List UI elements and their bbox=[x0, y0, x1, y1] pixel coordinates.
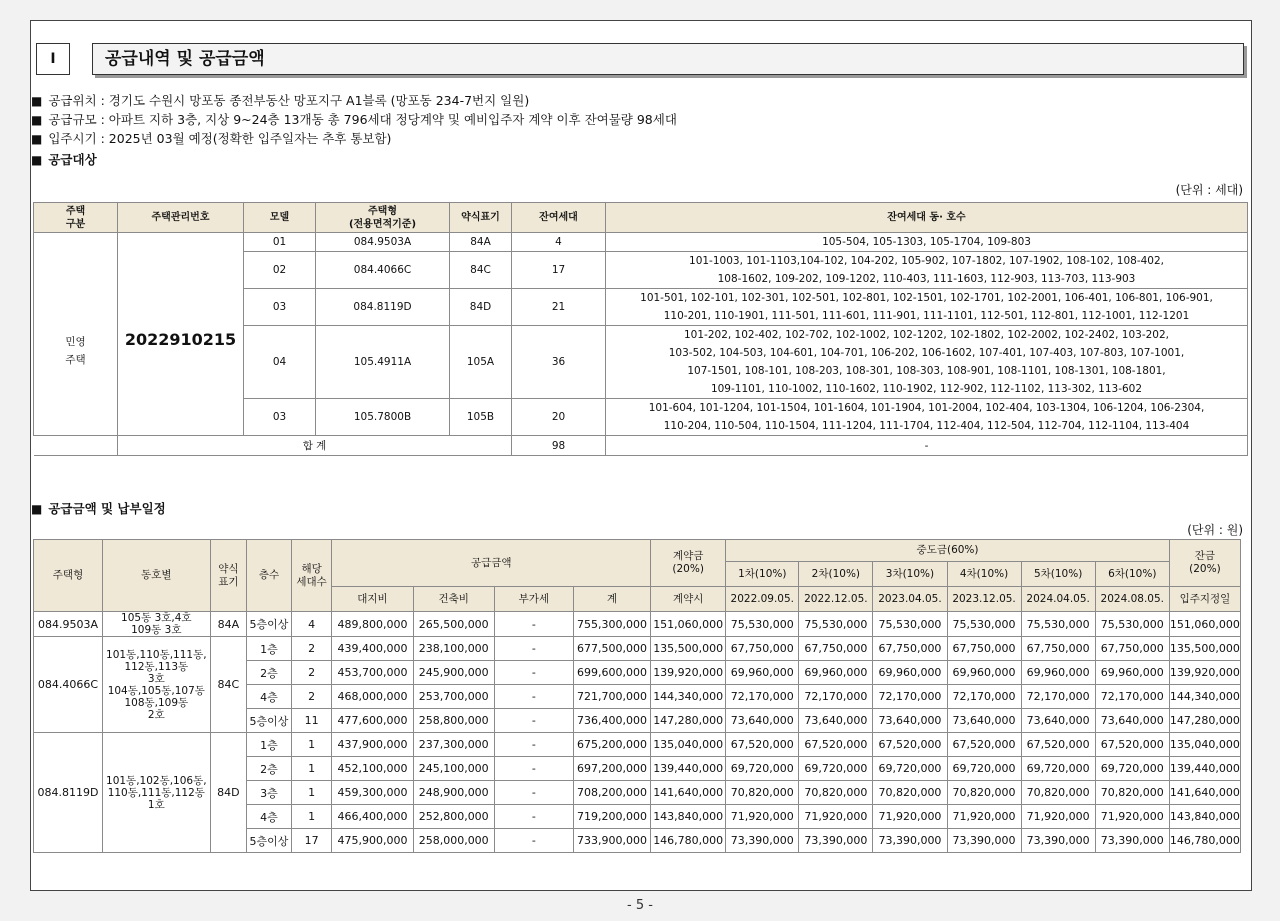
middle-payment-cell: 69,960,000 bbox=[1021, 661, 1095, 685]
middle-payment-cell: 73,390,000 bbox=[947, 829, 1021, 853]
deposit-cell: 135,040,000 bbox=[651, 733, 726, 757]
land-price-cell: 466,400,000 bbox=[332, 805, 413, 829]
header-supply-price: 공급금액 bbox=[332, 540, 651, 587]
middle-payment-cell: 72,170,000 bbox=[799, 685, 873, 709]
total-price-cell: 733,900,000 bbox=[573, 829, 650, 853]
unit-count-cell: 4 bbox=[291, 612, 332, 637]
bullet-icon: ■ bbox=[31, 94, 43, 108]
table-header: 주택 구분 bbox=[34, 203, 118, 233]
header-price-sum: 계 bbox=[573, 587, 650, 612]
floor-cell: 1층 bbox=[247, 637, 292, 661]
total-units: - bbox=[606, 436, 1248, 456]
middle-payment-cell: 71,920,000 bbox=[1021, 805, 1095, 829]
table-row bbox=[34, 612, 1241, 637]
section-number: I bbox=[36, 43, 70, 75]
middle-payment-cell: 72,170,000 bbox=[1021, 685, 1095, 709]
middle-payment-cell: 73,640,000 bbox=[873, 709, 947, 733]
housing-type-cell: 084.9503A bbox=[34, 612, 103, 637]
middle-payment-cell: 70,820,000 bbox=[873, 781, 947, 805]
middle-payment-cell: 71,920,000 bbox=[726, 805, 799, 829]
land-price-cell: 452,100,000 bbox=[332, 757, 413, 781]
table-header: 약식표기 bbox=[450, 203, 512, 233]
balance-cell: 135,500,000 bbox=[1169, 637, 1240, 661]
header-middle-date: 2023.12.05. bbox=[947, 587, 1021, 612]
land-price-cell: 439,400,000 bbox=[332, 637, 413, 661]
model-cell: 02 bbox=[244, 252, 316, 289]
table-header: 모델 bbox=[244, 203, 316, 233]
building-cell: 101동,102동,106동, 110동,111동,112동 1호 bbox=[103, 733, 211, 853]
floor-cell: 5층이상 bbox=[247, 612, 292, 637]
housing-type-cell: 084.4066C bbox=[316, 252, 450, 289]
build-price-cell: 252,800,000 bbox=[413, 805, 494, 829]
middle-payment-cell: 73,390,000 bbox=[873, 829, 947, 853]
vat-cell: - bbox=[494, 709, 573, 733]
middle-payment-cell: 67,750,000 bbox=[873, 637, 947, 661]
deposit-cell: 143,840,000 bbox=[651, 805, 726, 829]
header-middle-date: 2024.04.05. bbox=[1021, 587, 1095, 612]
unit-list-line: 101-501, 102-101, 102-301, 102-501, 102-801, 102-1501, 102-1701, 102-2001, 106-401, 106-801, 106-901, bbox=[640, 292, 1213, 304]
table-row bbox=[34, 233, 1248, 252]
unit-list-line: 103-502, 104-503, 104-601, 104-701, 106-202, 106-1602, 107-401, 107-403, 107-803, 107-1001, bbox=[668, 347, 1185, 359]
build-price-cell: 238,100,000 bbox=[413, 637, 494, 661]
middle-payment-cell: 67,520,000 bbox=[799, 733, 873, 757]
vat-cell: - bbox=[494, 781, 573, 805]
abbr-cell: 84D bbox=[450, 289, 512, 326]
housing-type-cell: 084.9503A bbox=[316, 233, 450, 252]
build-price-cell: 237,300,000 bbox=[413, 733, 494, 757]
abbr-cell: 105A bbox=[450, 326, 512, 399]
header-building: 동호별 bbox=[103, 540, 211, 612]
housing-category: 민영 주택 bbox=[34, 233, 118, 436]
total-price-cell: 755,300,000 bbox=[573, 612, 650, 637]
middle-payment-cell: 69,960,000 bbox=[1095, 661, 1169, 685]
balance-cell: 143,840,000 bbox=[1169, 805, 1240, 829]
unit-count-cell: 1 bbox=[291, 781, 332, 805]
vat-cell: - bbox=[494, 757, 573, 781]
balance-cell: 139,440,000 bbox=[1169, 757, 1240, 781]
floor-cell: 4층 bbox=[247, 805, 292, 829]
middle-payment-cell: 72,170,000 bbox=[726, 685, 799, 709]
middle-payment-cell: 75,530,000 bbox=[799, 612, 873, 637]
floor-cell: 2층 bbox=[247, 661, 292, 685]
total-price-cell: 721,700,000 bbox=[573, 685, 650, 709]
unit-list-line: 101-604, 101-1204, 101-1504, 101-1604, 101-1904, 101-2004, 102-404, 103-1304, 106-1204, 106-2304, bbox=[648, 402, 1205, 414]
header-deposit: 계약금 (20%) bbox=[651, 540, 726, 587]
middle-payment-cell: 70,820,000 bbox=[1021, 781, 1095, 805]
abbr-cell: 84A bbox=[210, 612, 247, 637]
middle-payment-cell: 70,820,000 bbox=[947, 781, 1021, 805]
header-middle-installment: 2차(10%) bbox=[799, 562, 873, 587]
balance-cell: 135,040,000 bbox=[1169, 733, 1240, 757]
abbr-cell: 84D bbox=[210, 733, 247, 853]
document-page bbox=[30, 20, 1252, 891]
build-price-cell: 253,700,000 bbox=[413, 685, 494, 709]
deposit-cell: 139,920,000 bbox=[651, 661, 726, 685]
deposit-cell: 147,280,000 bbox=[651, 709, 726, 733]
total-price-cell: 675,200,000 bbox=[573, 733, 650, 757]
table-header: 주택형 (전용면적기준) bbox=[316, 203, 450, 233]
middle-payment-cell: 69,960,000 bbox=[947, 661, 1021, 685]
table-row bbox=[34, 637, 1241, 661]
unit-list-line: 110-204, 110-504, 110-1504, 111-1204, 111-1704, 112-404, 112-504, 112-704, 112-1104, 113-404 bbox=[663, 420, 1190, 432]
unit-count-cell: 11 bbox=[291, 709, 332, 733]
remaining-count-cell: 21 bbox=[512, 289, 606, 326]
header-unit-count: 해당 세대수 bbox=[291, 540, 332, 612]
middle-payment-cell: 67,750,000 bbox=[799, 637, 873, 661]
middle-payment-cell: 75,530,000 bbox=[873, 612, 947, 637]
header-floor: 층수 bbox=[247, 540, 292, 612]
middle-payment-cell: 73,640,000 bbox=[1095, 709, 1169, 733]
header-middle-installment: 3차(10%) bbox=[873, 562, 947, 587]
housing-type-cell: 105.7800B bbox=[316, 399, 450, 436]
middle-payment-cell: 69,720,000 bbox=[873, 757, 947, 781]
model-cell: 03 bbox=[244, 399, 316, 436]
balance-cell: 139,920,000 bbox=[1169, 661, 1240, 685]
header-balance-when: 입주지정일 bbox=[1169, 587, 1240, 612]
middle-payment-cell: 69,720,000 bbox=[726, 757, 799, 781]
unit-count-cell: 1 bbox=[291, 805, 332, 829]
middle-payment-cell: 73,390,000 bbox=[799, 829, 873, 853]
middle-payment-cell: 69,960,000 bbox=[799, 661, 873, 685]
middle-payment-cell: 69,960,000 bbox=[726, 661, 799, 685]
deposit-cell: 139,440,000 bbox=[651, 757, 726, 781]
header-housing-type: 주택형 bbox=[34, 540, 103, 612]
land-price-cell: 475,900,000 bbox=[332, 829, 413, 853]
middle-payment-cell: 75,530,000 bbox=[1095, 612, 1169, 637]
balance-cell: 151,060,000 bbox=[1169, 612, 1240, 637]
middle-payment-cell: 67,750,000 bbox=[1095, 637, 1169, 661]
middle-payment-cell: 73,640,000 bbox=[1021, 709, 1095, 733]
header-price-land: 대지비 bbox=[332, 587, 413, 612]
unit-label-won: (단위 : 원) bbox=[1187, 523, 1243, 537]
unit-list-line: 109-1101, 110-1002, 110-1602, 110-1902, 112-902, 112-1102, 113-302, 113-602 bbox=[710, 383, 1143, 395]
info-line: ■ 입주시기 : 2025년 03월 예정(정확한 입주일자는 추후 통보함) bbox=[31, 131, 392, 146]
total-price-cell: 699,600,000 bbox=[573, 661, 650, 685]
middle-payment-cell: 75,530,000 bbox=[1021, 612, 1095, 637]
build-price-cell: 245,100,000 bbox=[413, 757, 494, 781]
vat-cell: - bbox=[494, 733, 573, 757]
middle-payment-cell: 67,750,000 bbox=[726, 637, 799, 661]
middle-payment-cell: 73,390,000 bbox=[1021, 829, 1095, 853]
vat-cell: - bbox=[494, 661, 573, 685]
bullet-icon: ■ bbox=[31, 113, 43, 127]
header-middle-date: 2023.04.05. bbox=[873, 587, 947, 612]
total-price-cell: 719,200,000 bbox=[573, 805, 650, 829]
build-price-cell: 265,500,000 bbox=[413, 612, 494, 637]
middle-payment-cell: 69,720,000 bbox=[1021, 757, 1095, 781]
middle-payment-cell: 75,530,000 bbox=[947, 612, 1021, 637]
middle-payment-cell: 70,820,000 bbox=[799, 781, 873, 805]
floor-cell: 4층 bbox=[247, 685, 292, 709]
total-count: 98 bbox=[512, 436, 606, 456]
header-middle-installment: 6차(10%) bbox=[1095, 562, 1169, 587]
land-price-cell: 468,000,000 bbox=[332, 685, 413, 709]
middle-payment-cell: 72,170,000 bbox=[873, 685, 947, 709]
unit-list-cell bbox=[606, 399, 1248, 436]
header-middle-payment: 중도금(60%) bbox=[726, 540, 1170, 562]
land-price-cell: 437,900,000 bbox=[332, 733, 413, 757]
model-cell: 01 bbox=[244, 233, 316, 252]
unit-list-line: 108-1602, 109-202, 109-1202, 110-403, 111-1603, 112-903, 113-703, 113-903 bbox=[717, 273, 1136, 285]
supply-target-heading: ■ 공급대상 bbox=[31, 152, 97, 167]
middle-payment-cell: 73,640,000 bbox=[799, 709, 873, 733]
middle-payment-cell: 69,720,000 bbox=[799, 757, 873, 781]
floor-cell: 5층이상 bbox=[247, 829, 292, 853]
land-price-cell: 459,300,000 bbox=[332, 781, 413, 805]
unit-count-cell: 2 bbox=[291, 685, 332, 709]
housing-type-cell: 084.4066C bbox=[34, 637, 103, 733]
floor-cell: 2층 bbox=[247, 757, 292, 781]
header-middle-installment: 4차(10%) bbox=[947, 562, 1021, 587]
build-price-cell: 245,900,000 bbox=[413, 661, 494, 685]
header-middle-date: 2024.08.05. bbox=[1095, 587, 1169, 612]
vat-cell: - bbox=[494, 829, 573, 853]
header-middle-installment: 1차(10%) bbox=[726, 562, 799, 587]
housing-type-cell: 105.4911A bbox=[316, 326, 450, 399]
unit-list-line: 101-202, 102-402, 102-702, 102-1002, 102-1202, 102-1802, 102-2002, 102-2402, 103-202, bbox=[684, 329, 1169, 341]
model-cell: 03 bbox=[244, 289, 316, 326]
info-line: ■ 공급규모 : 아파트 지하 3층, 지상 9~24층 13개동 총 796세대 정당계약 및 예비입주자 계약 이후 잔여물량 98세대 bbox=[31, 112, 677, 127]
floor-cell: 1층 bbox=[247, 733, 292, 757]
middle-payment-cell: 67,750,000 bbox=[947, 637, 1021, 661]
unit-list-cell bbox=[606, 252, 1248, 289]
bullet-icon: ■ bbox=[31, 132, 43, 146]
unit-label-households: (단위 : 세대) bbox=[1175, 183, 1243, 197]
build-price-cell: 258,000,000 bbox=[413, 829, 494, 853]
middle-payment-cell: 71,920,000 bbox=[799, 805, 873, 829]
abbr-cell: 105B bbox=[450, 399, 512, 436]
middle-payment-cell: 67,520,000 bbox=[726, 733, 799, 757]
header-middle-date: 2022.12.05. bbox=[799, 587, 873, 612]
unit-list-cell bbox=[606, 326, 1248, 399]
remaining-count-cell: 36 bbox=[512, 326, 606, 399]
unit-list-line: 107-1501, 108-101, 108-203, 108-301, 108-303, 108-901, 108-1101, 108-1301, 108-1801, bbox=[687, 365, 1166, 377]
unit-list-cell bbox=[606, 233, 1248, 252]
vat-cell: - bbox=[494, 685, 573, 709]
table-header: 잔여세대 bbox=[512, 203, 606, 233]
balance-cell: 141,640,000 bbox=[1169, 781, 1240, 805]
floor-cell: 3층 bbox=[247, 781, 292, 805]
unit-count-cell: 2 bbox=[291, 637, 332, 661]
unit-count-cell: 2 bbox=[291, 661, 332, 685]
middle-payment-cell: 67,520,000 bbox=[1095, 733, 1169, 757]
unit-count-cell: 1 bbox=[291, 733, 332, 757]
total-label: 합 계 bbox=[118, 436, 512, 456]
table-row bbox=[34, 733, 1241, 757]
balance-cell: 146,780,000 bbox=[1169, 829, 1240, 853]
land-price-cell: 489,800,000 bbox=[332, 612, 413, 637]
remaining-count-cell: 20 bbox=[512, 399, 606, 436]
header-middle-date: 2022.09.05. bbox=[726, 587, 799, 612]
deposit-cell: 151,060,000 bbox=[651, 612, 726, 637]
middle-payment-cell: 75,530,000 bbox=[726, 612, 799, 637]
middle-payment-cell: 70,820,000 bbox=[726, 781, 799, 805]
price-schedule-table bbox=[33, 539, 1241, 853]
bullet-icon: ■ bbox=[31, 502, 43, 516]
unit-count-cell: 1 bbox=[291, 757, 332, 781]
build-price-cell: 258,800,000 bbox=[413, 709, 494, 733]
middle-payment-cell: 72,170,000 bbox=[1095, 685, 1169, 709]
header-balance: 잔금 (20%) bbox=[1169, 540, 1240, 587]
info-line: ■ 공급위치 : 경기도 수원시 망포동 종전부동산 망포지구 A1블록 (망포동 234-7번지 일원) bbox=[31, 93, 530, 108]
middle-payment-cell: 71,920,000 bbox=[947, 805, 1021, 829]
deposit-cell: 135,500,000 bbox=[651, 637, 726, 661]
deposit-cell: 144,340,000 bbox=[651, 685, 726, 709]
abbr-cell: 84C bbox=[210, 637, 247, 733]
middle-payment-cell: 70,820,000 bbox=[1095, 781, 1169, 805]
middle-payment-cell: 67,750,000 bbox=[1021, 637, 1095, 661]
balance-cell: 144,340,000 bbox=[1169, 685, 1240, 709]
housing-type-cell: 084.8119D bbox=[34, 733, 103, 853]
header-abbr: 약식 표기 bbox=[210, 540, 247, 612]
total-price-cell: 697,200,000 bbox=[573, 757, 650, 781]
model-cell: 04 bbox=[244, 326, 316, 399]
building-cell: 101동,110동,111동, 112동,113동 3호 104동,105동,107동 108동,109동 2호 bbox=[103, 637, 211, 733]
remaining-units-table bbox=[33, 202, 1248, 456]
middle-payment-cell: 73,390,000 bbox=[726, 829, 799, 853]
unit-list-line: 110-201, 110-1901, 111-501, 111-601, 111-901, 111-1101, 112-501, 112-801, 112-1001, 112-1201 bbox=[663, 310, 1190, 322]
deposit-cell: 146,780,000 bbox=[651, 829, 726, 853]
section-header bbox=[36, 43, 1244, 75]
vat-cell: - bbox=[494, 637, 573, 661]
middle-payment-cell: 73,640,000 bbox=[947, 709, 1021, 733]
total-price-cell: 708,200,000 bbox=[573, 781, 650, 805]
header-middle-installment: 5차(10%) bbox=[1021, 562, 1095, 587]
middle-payment-cell: 67,520,000 bbox=[873, 733, 947, 757]
total-price-cell: 736,400,000 bbox=[573, 709, 650, 733]
unit-list-cell bbox=[606, 289, 1248, 326]
abbr-cell: 84A bbox=[450, 233, 512, 252]
blank-cell bbox=[34, 436, 118, 456]
middle-payment-cell: 69,720,000 bbox=[947, 757, 1021, 781]
section-title: 공급내역 및 공급금액 bbox=[92, 43, 1244, 75]
vat-cell: - bbox=[494, 612, 573, 637]
land-price-cell: 453,700,000 bbox=[332, 661, 413, 685]
header-price-build: 건축비 bbox=[413, 587, 494, 612]
total-price-cell: 677,500,000 bbox=[573, 637, 650, 661]
middle-payment-cell: 71,920,000 bbox=[873, 805, 947, 829]
middle-payment-cell: 67,520,000 bbox=[947, 733, 1021, 757]
unit-list-line: 101-1003, 101-1103,104-102, 104-202, 105-902, 107-1802, 107-1902, 108-102, 108-402, bbox=[689, 255, 1164, 267]
abbr-cell: 84C bbox=[450, 252, 512, 289]
price-schedule-heading: ■ 공급금액 및 납부일정 bbox=[31, 501, 166, 516]
middle-payment-cell: 69,960,000 bbox=[873, 661, 947, 685]
housing-type-cell: 084.8119D bbox=[316, 289, 450, 326]
middle-payment-cell: 73,390,000 bbox=[1095, 829, 1169, 853]
middle-payment-cell: 69,720,000 bbox=[1095, 757, 1169, 781]
build-price-cell: 248,900,000 bbox=[413, 781, 494, 805]
middle-payment-cell: 67,520,000 bbox=[1021, 733, 1095, 757]
header-deposit-when: 계약시 bbox=[651, 587, 726, 612]
page-number: - 5 - bbox=[627, 898, 653, 913]
deposit-cell: 141,640,000 bbox=[651, 781, 726, 805]
remaining-count-cell: 4 bbox=[512, 233, 606, 252]
land-price-cell: 477,600,000 bbox=[332, 709, 413, 733]
total-row bbox=[34, 436, 1248, 456]
middle-payment-cell: 72,170,000 bbox=[947, 685, 1021, 709]
unit-list-line: 105-504, 105-1303, 105-1704, 109-803 bbox=[822, 236, 1031, 248]
table-header: 잔여세대 동· 호수 bbox=[606, 203, 1248, 233]
unit-count-cell: 17 bbox=[291, 829, 332, 853]
header-price-vat: 부가세 bbox=[494, 587, 573, 612]
housing-manage-number: 2022910215 bbox=[118, 233, 244, 436]
table-header: 주택관리번호 bbox=[118, 203, 244, 233]
vat-cell: - bbox=[494, 805, 573, 829]
floor-cell: 5층이상 bbox=[247, 709, 292, 733]
middle-payment-cell: 73,640,000 bbox=[726, 709, 799, 733]
remaining-count-cell: 17 bbox=[512, 252, 606, 289]
bullet-icon: ■ bbox=[31, 153, 43, 167]
building-cell: 105동 3호,4호 109동 3호 bbox=[103, 612, 211, 637]
balance-cell: 147,280,000 bbox=[1169, 709, 1240, 733]
middle-payment-cell: 71,920,000 bbox=[1095, 805, 1169, 829]
